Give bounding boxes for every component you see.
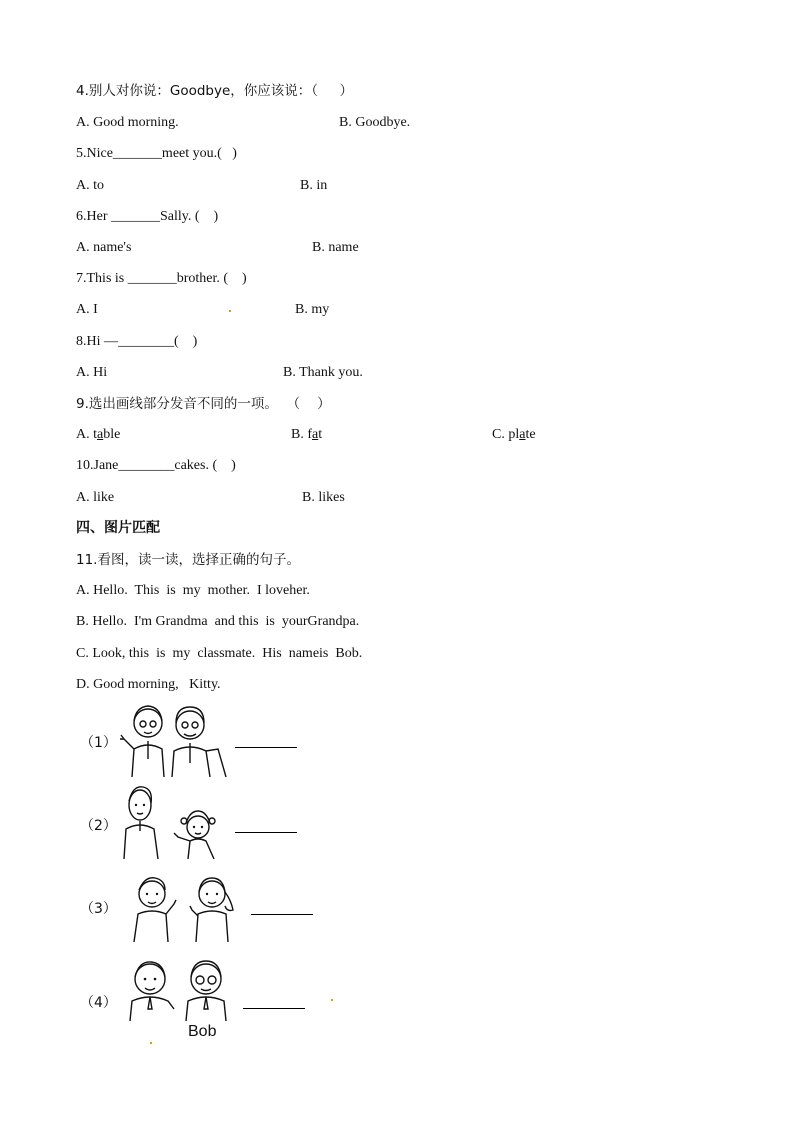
- q11-option-d: D. Good morning, Kitty.: [76, 677, 221, 692]
- q10-option-b[interactable]: B. likes: [302, 490, 345, 505]
- boy-and-girl-picture: [126, 872, 238, 944]
- mother-and-girl-picture: [118, 785, 230, 861]
- q9-b-prefix: B. f: [291, 427, 312, 442]
- item-3-number: （3）: [80, 901, 117, 917]
- item-3-answer-blank[interactable]: [251, 914, 313, 915]
- q6-stem: 6.Her _______Sally. ( ): [76, 209, 219, 224]
- section-title: 四、图片匹配: [76, 520, 160, 536]
- q8-stem: 8.Hi —________( ): [76, 334, 198, 349]
- q11-option-b: B. Hello. I'm Grandma and this is yourGrandpa.: [76, 614, 360, 629]
- q4-stem: 4.别人对你说：Goodbye，你应该说：（ ）: [76, 83, 354, 99]
- q9-c-underlined: a: [519, 427, 526, 442]
- q5-option-b[interactable]: B. in: [300, 178, 328, 193]
- item-4-number: （4）: [80, 995, 117, 1011]
- q9-option-c[interactable]: [492, 425, 536, 445]
- item-1-number: （1）: [80, 735, 117, 751]
- q9-b-underlined: a: [312, 427, 319, 442]
- q6-option-a[interactable]: A. name's: [76, 240, 132, 255]
- q10-option-a[interactable]: A. like: [76, 490, 115, 505]
- q9-stem: 9.选出画线部分发音不同的一项。 （ ）: [76, 396, 331, 412]
- q9-option-b[interactable]: [291, 425, 322, 445]
- stray-dot: [150, 1042, 152, 1044]
- stray-dot: [229, 310, 231, 312]
- q9-b-suffix: t: [318, 427, 323, 442]
- q6-option-b[interactable]: B. name: [312, 240, 359, 255]
- q9-a-underlined: a: [97, 427, 104, 442]
- q5-option-a[interactable]: A. to: [76, 178, 104, 193]
- grandparents-picture: [118, 703, 230, 777]
- q4-option-a[interactable]: A. Good morning.: [76, 115, 179, 130]
- q7-option-a[interactable]: A. I: [76, 302, 98, 317]
- stray-dot: [331, 999, 333, 1001]
- item-2-number: （2）: [80, 818, 117, 834]
- q9-a-prefix: A. t: [76, 427, 97, 442]
- q11-stem: 11.看图，读一读，选择正确的句子。: [76, 552, 300, 568]
- q11-option-a: A. Hello. This is my mother. I loveher.: [76, 583, 310, 598]
- q9-c-suffix: te: [525, 427, 536, 442]
- q11-option-c: C. Look, this is my classmate. His nameis Bob.: [76, 646, 363, 661]
- item-1-answer-blank[interactable]: [235, 747, 297, 748]
- q8-option-a[interactable]: A. Hi: [76, 365, 108, 380]
- q9-c-prefix: C. pl: [492, 427, 520, 442]
- bob-caption: Bob: [188, 1023, 217, 1040]
- q4-option-b[interactable]: B. Goodbye.: [339, 115, 411, 130]
- q5-stem: 5.Nice_______meet you.( ): [76, 146, 237, 161]
- q9-a-suffix: ble: [103, 427, 121, 442]
- classmates-picture: [120, 957, 236, 1023]
- q7-option-b[interactable]: B. my: [295, 302, 330, 317]
- q10-stem: 10.Jane________cakes. ( ): [76, 458, 236, 473]
- item-2-answer-blank[interactable]: [235, 832, 297, 833]
- q8-option-b[interactable]: B. Thank you.: [283, 365, 363, 380]
- q9-option-a[interactable]: [76, 425, 120, 445]
- q7-stem: 7.This is _______brother. ( ): [76, 271, 247, 286]
- item-4-answer-blank[interactable]: [243, 1008, 305, 1009]
